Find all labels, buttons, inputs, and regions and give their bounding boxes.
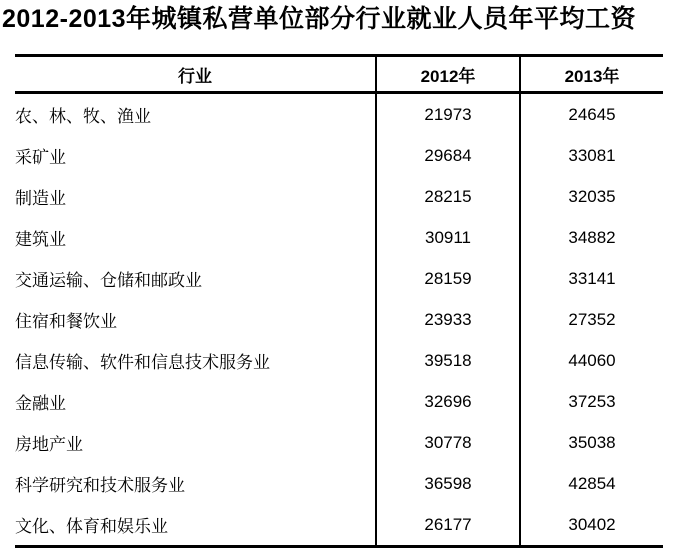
- value-2013-cell: 33141: [520, 258, 663, 299]
- value-2013-cell: 44060: [520, 340, 663, 381]
- value-2012-cell: 28159: [376, 258, 520, 299]
- industry-cell: 科学研究和技术服务业: [15, 476, 185, 496]
- industry-cell: 制造业: [15, 189, 66, 209]
- value-2013-cell: 33081: [520, 135, 663, 176]
- table-header-2012: 2012年: [376, 56, 520, 93]
- industry-cell: 采矿业: [15, 148, 66, 168]
- value-2013-cell: 24645: [520, 93, 663, 136]
- industry-cell: 房地产业: [15, 435, 83, 455]
- value-2013-cell: 30402: [520, 504, 663, 547]
- value-2012-cell: 30911: [376, 217, 520, 258]
- value-2012-cell: 36598: [376, 463, 520, 504]
- table-row: [15, 381, 663, 422]
- value-2012-cell: 21973: [376, 93, 520, 136]
- table-row: [15, 217, 663, 258]
- value-2012-cell: 30778: [376, 422, 520, 463]
- industry-cell: 农、林、牧、渔业: [15, 107, 151, 127]
- table-row: [15, 422, 663, 463]
- table-row: [15, 340, 663, 381]
- table-row: [15, 258, 663, 299]
- value-2012-cell: 28215: [376, 176, 520, 217]
- value-2013-cell: 32035: [520, 176, 663, 217]
- value-2013-cell: 42854: [520, 463, 663, 504]
- industry-cell: 信息传输、软件和信息技术服务业: [15, 353, 270, 373]
- page-title: 2012-2013年城镇私营单位部分行业就业人员年平均工资: [2, 5, 637, 33]
- industry-cell: 住宿和餐饮业: [15, 312, 117, 332]
- table-header-industry: 行业: [178, 66, 212, 86]
- industry-cell: 文化、体育和娱乐业: [15, 517, 168, 537]
- value-2013-cell: 27352: [520, 299, 663, 340]
- value-2012-cell: 26177: [376, 504, 520, 547]
- table-header-2013: 2013年: [520, 56, 663, 93]
- table-row: [15, 135, 663, 176]
- industry-cell: 建筑业: [15, 230, 66, 250]
- industry-cell: 金融业: [15, 394, 66, 414]
- table-header-row: [15, 56, 663, 93]
- table-row: [15, 463, 663, 504]
- value-2012-cell: 29684: [376, 135, 520, 176]
- table-row: [15, 299, 663, 340]
- value-2012-cell: 39518: [376, 340, 520, 381]
- value-2013-cell: 35038: [520, 422, 663, 463]
- value-2012-cell: 23933: [376, 299, 520, 340]
- table-row: [15, 176, 663, 217]
- industry-cell: 交通运输、仓储和邮政业: [15, 271, 202, 291]
- value-2013-cell: 37253: [520, 381, 663, 422]
- value-2012-cell: 32696: [376, 381, 520, 422]
- wage-table: [15, 54, 663, 548]
- table-row: [15, 93, 663, 136]
- value-2013-cell: 34882: [520, 217, 663, 258]
- table-row: [15, 504, 663, 547]
